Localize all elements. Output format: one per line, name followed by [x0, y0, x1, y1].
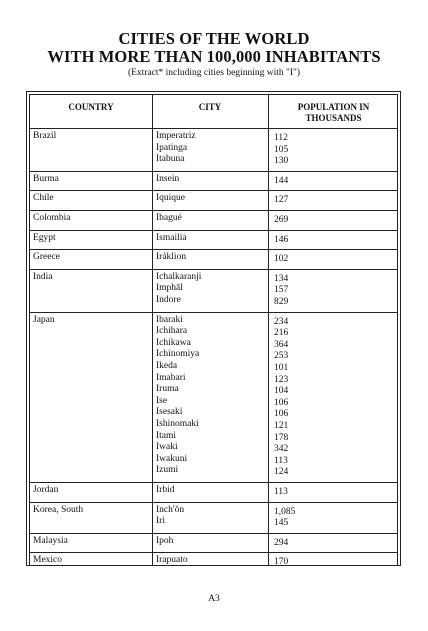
country-cell: Japan: [33, 314, 55, 325]
column-divider-1: [152, 95, 153, 565]
population-cell: 170: [274, 557, 289, 568]
population-cell: 102: [274, 254, 289, 265]
country-cell: Jordan: [33, 485, 59, 495]
country-cell: Brazil: [33, 131, 57, 141]
population-cell: 269: [274, 215, 289, 225]
row-separator: [30, 502, 397, 503]
row-separator: [30, 249, 397, 250]
population-cell: 113: [274, 487, 288, 497]
population-cell: 234 216 364 253 101 123 104 106 106 121 178 342 113 124: [274, 316, 289, 478]
city-cell: Irapuato: [156, 555, 188, 566]
city-cell: Insein: [156, 173, 180, 184]
country-cell: Korea, South: [33, 504, 84, 515]
city-cell: Imperatriz Ipatinga Itabuna: [156, 131, 196, 165]
city-cell: Ibaraki Ichihara Ichikawa Ichinomiya Ikeda Imabari Iruma Ise Isesaki Ishinomaki Itami Iwaki Iwakuni Izumi: [156, 314, 200, 476]
page-number: A3: [208, 594, 220, 604]
header-city: CITY: [198, 102, 222, 112]
row-separator: [30, 210, 397, 211]
country-cell: Mexico: [33, 555, 63, 566]
header-country: COUNTRY: [68, 102, 114, 112]
row-separator: [30, 171, 397, 172]
population-cell: 127: [274, 195, 289, 206]
population-cell: 134 157 829: [274, 273, 289, 307]
title-line-2: WITH MORE THAN 100,000 INHABITANTS: [47, 47, 381, 66]
row-separator: [30, 482, 397, 483]
column-divider-2: [268, 95, 269, 565]
city-cell: Iráklion: [156, 252, 187, 263]
row-separator: [30, 312, 397, 313]
city-cell: Ismailia: [156, 232, 187, 243]
population-cell: 144: [274, 175, 289, 186]
row-separator: [30, 269, 397, 270]
country-cell: Malaysia: [33, 535, 68, 546]
country-cell: Burma: [33, 173, 59, 184]
table-inner-frame: [29, 94, 398, 568]
header-separator: [30, 128, 397, 129]
row-separator: [30, 230, 397, 231]
city-cell: Ibagué: [156, 213, 182, 223]
city-cell: Irbid: [156, 485, 175, 495]
population-cell: 294: [274, 537, 289, 548]
population-cell: 1,085 145: [274, 506, 296, 529]
city-cell: Ipoh: [156, 535, 174, 546]
population-cell: 146: [274, 234, 289, 245]
row-separator: [30, 533, 397, 534]
city-cell: Iquique: [156, 193, 186, 204]
row-separator: [30, 190, 397, 191]
header-population-line2: THOUSANDS: [305, 113, 362, 123]
city-cell: Ichalkaranji Imphāl Indore: [156, 271, 202, 305]
country-cell: Chile: [33, 193, 54, 204]
country-cell: India: [33, 271, 53, 282]
country-cell: Colombia: [33, 213, 71, 223]
title-line-1: CITIES OF THE WORLD: [118, 29, 310, 48]
city-cell: Inch'ŏn Iri: [156, 504, 185, 527]
subtitle: (Extract* including cities beginning with "I"): [127, 68, 301, 78]
country-cell: Egypt: [33, 232, 56, 243]
row-separator: [30, 552, 397, 553]
header-population-line1: POPULATION IN: [297, 102, 370, 112]
header-population: [268, 102, 399, 124]
cities-table: [26, 91, 401, 566]
country-cell: Greece: [33, 252, 60, 263]
population-cell: 112 105 130: [274, 133, 289, 167]
